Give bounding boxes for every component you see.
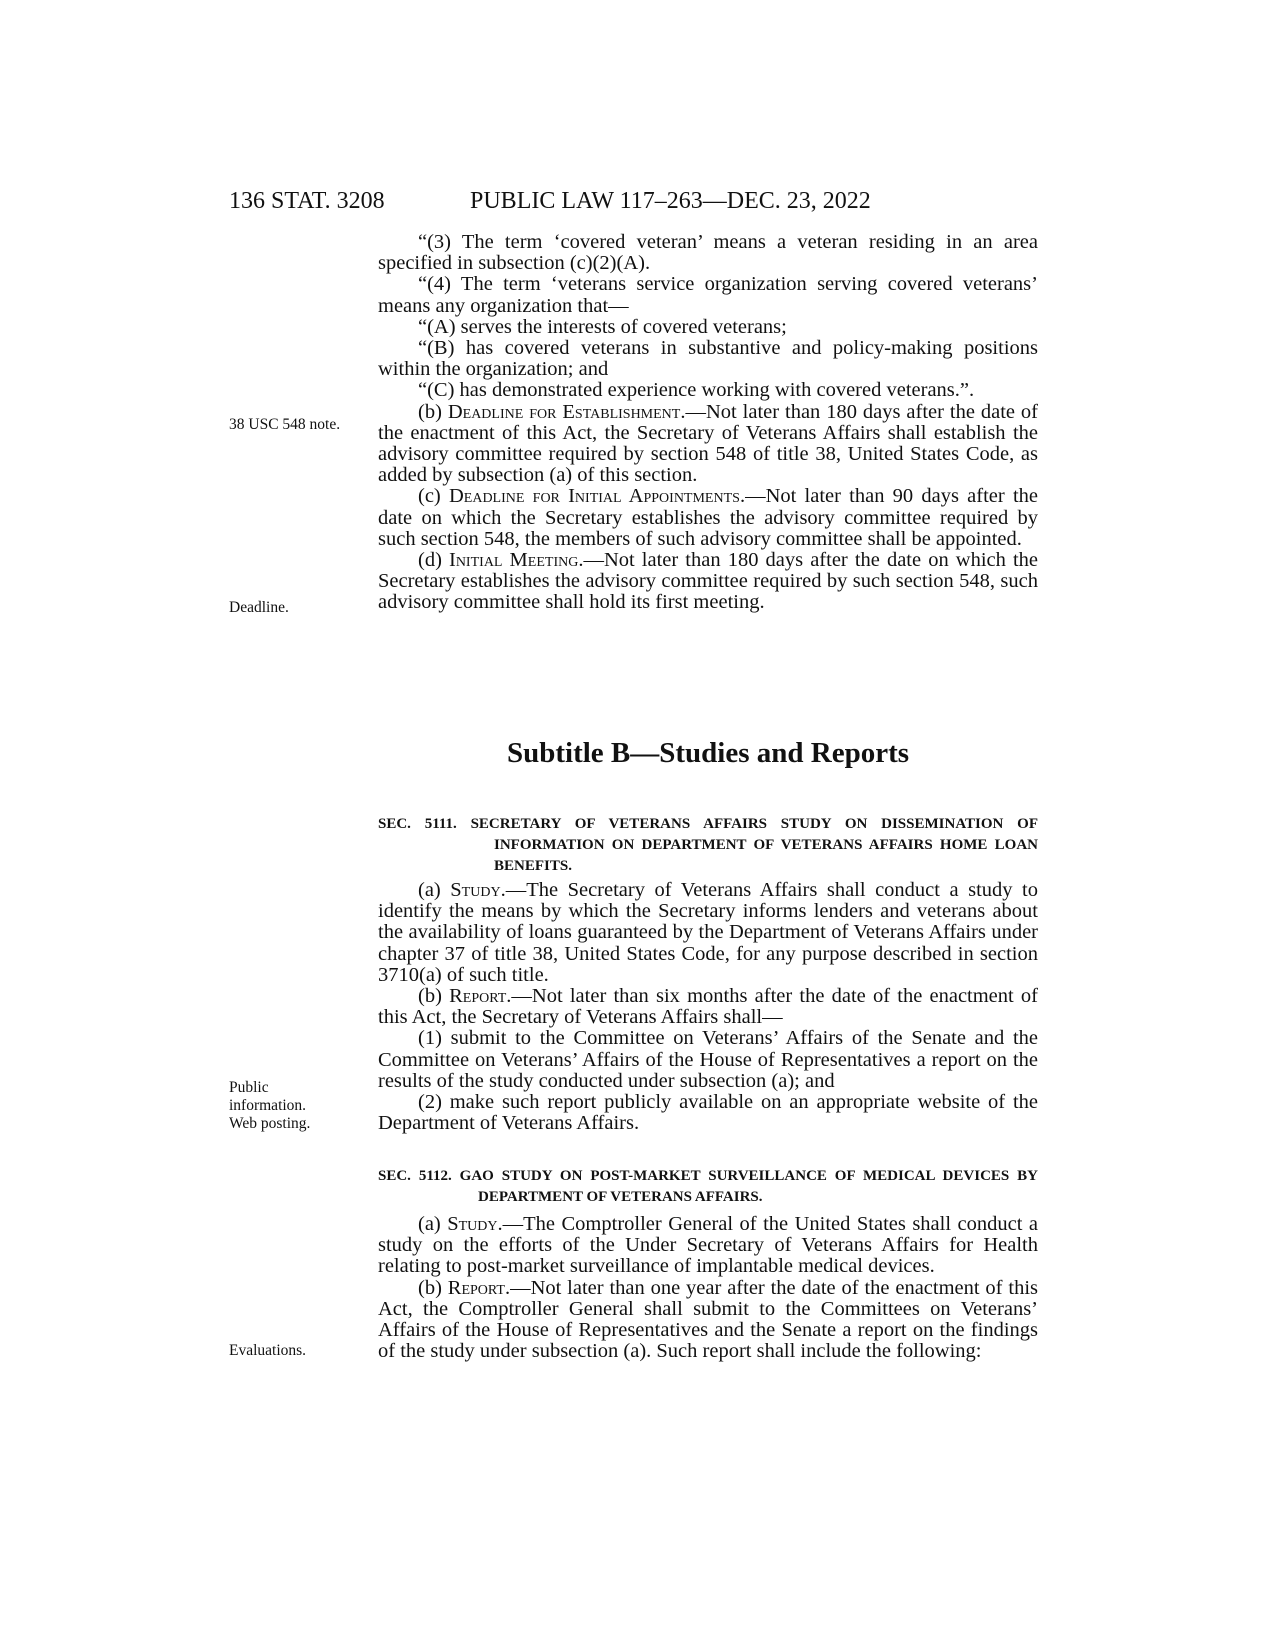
margin-note-line: information. [229,1097,307,1114]
subsection-marker: (b) [418,985,450,1008]
subsection-b-report [378,1278,1038,1363]
page-reference: 136 STAT. 3208 [229,188,385,214]
section-5112-heading [378,1166,1038,1208]
subsection-text: .—The Secretary of Veterans Affairs shall conduct a study to identify the means by which the Secretary informs lenders and veterans about the availability of loans guaranteed by the Department of Veterans Affairs under chapter 37 of title 38, United States Code, for any purpose described in section 3710(a) of such title. [378,879,1038,986]
subsection-a-study [378,1214,1038,1278]
section-5111-heading [378,814,1038,877]
subparagraph-a: “(A) serves the interests of covered veterans; [418,315,787,338]
subtitle-heading: Subtitle B—Studies and Reports [506,737,910,769]
subsection-marker: (d) [418,549,449,572]
subsection-heading: Report [449,985,507,1008]
subsection-text: .—Not later than one year after the date of the enactment of this Act, the Comptroller General shall submit to the Committees on Veterans’ Affairs of the House of Representatives and the Senate a report on the findings of the study under subsection (a). Such report shall include the following: [378,1276,1038,1363]
section-heading-text: SEC. 5111. SECRETARY OF VETERANS AFFAIRS STUDY ON DISSEMINATION OF INFORMATION ON DEPARTMENT OF VETERANS AFFAIRS HOME LOAN BENEFITS. [378,816,1038,874]
margin-note-usc: 38 USC 548 note. [229,416,341,433]
subsection-marker: (a) [418,1213,448,1235]
subsection-marker: (c) [418,485,449,508]
subsection-heading: Report [447,1276,505,1299]
subsection-heading: Deadline for Establishment [447,400,681,423]
subsection-heading: Deadline for Initial Appointments [448,485,740,508]
subsection-text: .—Not later than 180 days after the date of the enactment of this Act, the Secretary of Veterans Affairs shall establish the advisory committee required by section 548 of title 38, United States Code, as added by subsection (a) of this section. [378,400,1039,487]
definitions-and-deadlines [378,232,1038,614]
subsection-text: .—Not later than 180 days after the date on which the Secretary establishes the advisory committee required by such section 548, such advisory committee shall hold its first meeting. [378,549,1039,614]
subsection-text: .—The Comptroller General of the United States shall conduct a study on the efforts of the Under Secretary of Veterans Affairs for Health relating to post-market surveillance of implantable medical devices. [378,1213,1038,1278]
subsection-heading: Study [447,1213,498,1235]
section-5112-body [378,1214,1038,1362]
subparagraph-c: “(C) has demonstrated experience working with covered veterans.”. [418,379,975,402]
subsection-heading: Initial Meeting [449,549,579,572]
subparagraph-b: “(B) has covered veterans in substantive and policy-making positions within the organization; and [378,337,1038,381]
margin-note-line: Web posting. [229,1115,311,1132]
subsection-a-study [378,880,1038,986]
subsection-b-deadline-establishment [378,402,1038,487]
margin-note-public-information [229,1079,310,1133]
subsection-heading: Study [450,879,501,901]
paragraph-4: “(4) The term ‘veterans service organization serving covered veterans’ means any organization that— [378,273,1038,317]
section-heading-text: SEC. 5112. GAO STUDY ON POST-MARKET SURVEILLANCE OF MEDICAL DEVICES BY DEPARTMENT OF VETERANS AFFAIRS. [378,1168,1038,1205]
paragraph-2: (2) make such report publicly available on an appropriate website of the Department of Veterans Affairs. [378,1091,1038,1135]
running-header: PUBLIC LAW 117–263—DEC. 23, 2022 [470,188,871,214]
subsection-text: .—Not later than 90 days after the date on which the Secretary establishes the advisory committee required by such section 548, the members of such advisory committee shall be appointed. [378,485,1038,550]
subsection-marker: (b) [418,400,448,423]
subsection-d-initial-meeting [378,550,1038,614]
paragraph-3: “(3) The term ‘covered veteran’ means a veteran residing in an area specified in subsection (c)(2)(A). [378,231,1038,275]
subsection-marker: (a) [418,879,451,901]
subsection-c-initial-appointments [378,486,1038,550]
margin-note-deadline: Deadline. [229,599,289,616]
subsection-text: .—Not later than six months after the date of the enactment of this Act, the Secretary of Veterans Affairs shall— [378,985,1038,1029]
margin-note-line: Public [229,1079,269,1096]
subsection-b-report [378,986,1038,1028]
paragraph-1: (1) submit to the Committee on Veterans’ Affairs of the Senate and the Committee on Veterans’ Affairs of the House of Representatives a report on the results of the study conducted under subsection (a); and [378,1027,1038,1092]
subsection-marker: (b) [418,1276,448,1299]
margin-note-evaluations: Evaluations. [229,1342,307,1359]
section-5111-body [378,880,1038,1134]
